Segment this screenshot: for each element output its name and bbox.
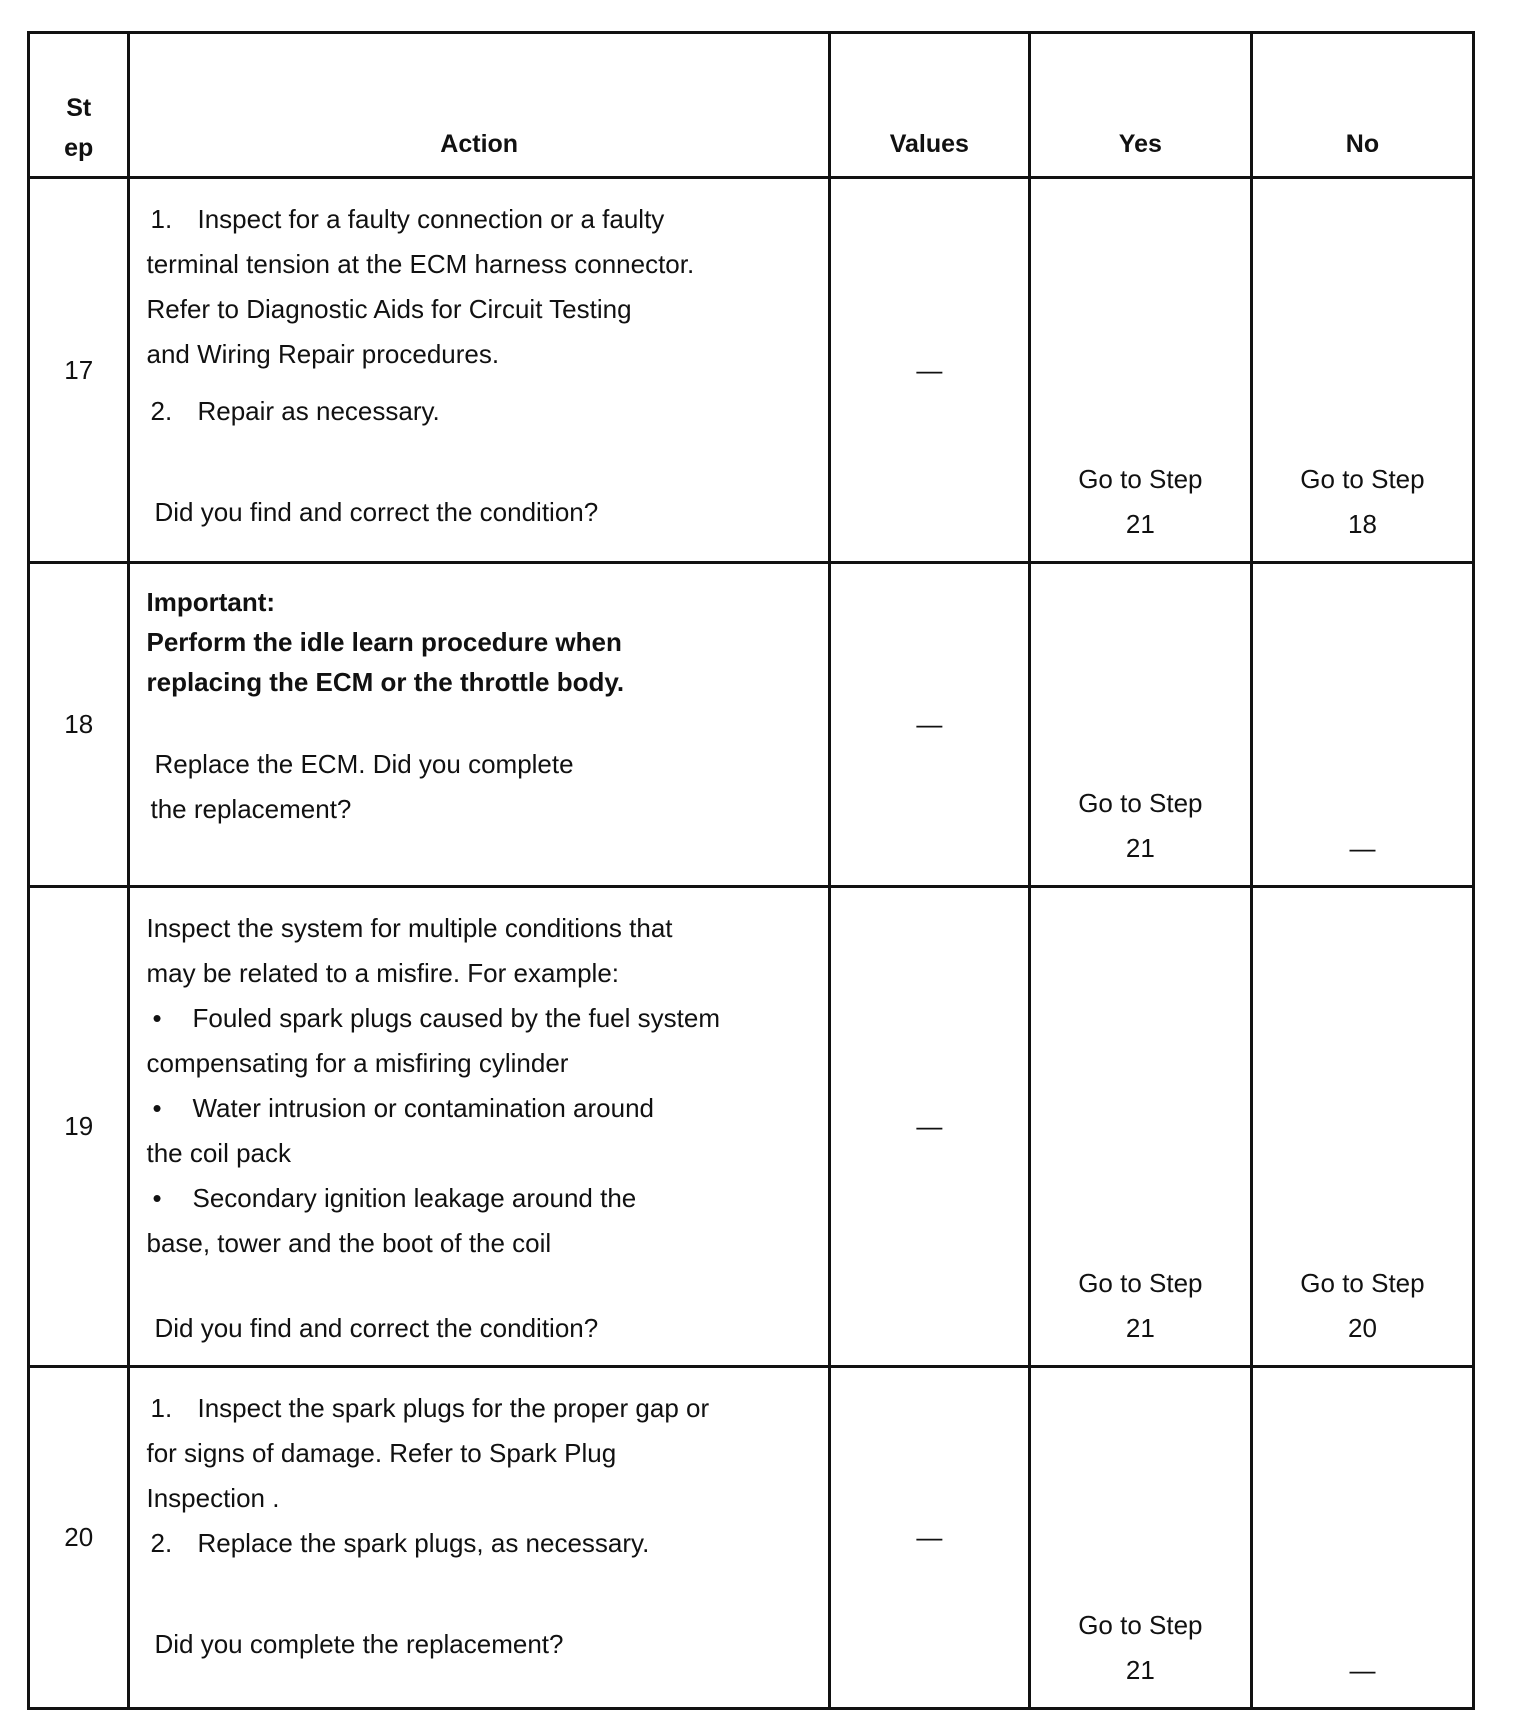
no-cell bbox=[1251, 178, 1473, 563]
list-number: 1. bbox=[150, 1393, 173, 1423]
header-yes: Yes bbox=[1029, 33, 1251, 178]
yes-goto-step: 21 bbox=[1125, 509, 1155, 539]
table-row bbox=[29, 563, 1474, 887]
action-text: for signs of damage. Refer to Spark Plug bbox=[146, 1438, 617, 1468]
yes-goto-label: Go to Step bbox=[1078, 464, 1203, 494]
yes-cell bbox=[1029, 1367, 1251, 1709]
diagnostic-table bbox=[27, 31, 1475, 1710]
action-text: Repair as necessary. bbox=[197, 396, 440, 426]
values-cell: — bbox=[829, 1367, 1029, 1709]
table-row bbox=[29, 178, 1474, 563]
no-goto-step: 18 bbox=[1347, 509, 1377, 539]
header-action: Action bbox=[129, 33, 829, 178]
action-question: Did you find and correct the condition? bbox=[154, 1313, 599, 1343]
action-question: Did you complete the replacement? bbox=[154, 1629, 564, 1659]
table-row bbox=[29, 887, 1474, 1367]
list-number: 2. bbox=[150, 396, 173, 426]
header-step-line1: St bbox=[66, 94, 92, 122]
action-text: Inspect the system for multiple conditions that bbox=[146, 913, 673, 943]
yes-cell bbox=[1029, 887, 1251, 1367]
bullet-icon: • bbox=[152, 1093, 162, 1123]
bullet-icon: • bbox=[152, 1003, 162, 1033]
action-text: terminal tension at the ECM harness connector. bbox=[146, 249, 695, 279]
step-number: 18 bbox=[29, 563, 129, 887]
yes-goto-label: Go to Step bbox=[1078, 1268, 1203, 1298]
no-goto-step: 20 bbox=[1347, 1313, 1377, 1343]
action-text: Secondary ignition leakage around the bbox=[192, 1183, 637, 1213]
table-row bbox=[29, 1367, 1474, 1709]
action-text: base, tower and the boot of the coil bbox=[146, 1228, 552, 1258]
action-question: Replace the ECM. Did you complete bbox=[154, 749, 574, 779]
action-text: Refer to Diagnostic Aids for Circuit Testing bbox=[146, 294, 632, 324]
yes-goto-step: 21 bbox=[1125, 1655, 1155, 1685]
yes-cell bbox=[1029, 178, 1251, 563]
yes-goto-label: Go to Step bbox=[1078, 1610, 1203, 1640]
action-cell bbox=[129, 887, 829, 1367]
action-cell bbox=[129, 1367, 829, 1709]
header-no: No bbox=[1251, 33, 1473, 178]
values-cell: — bbox=[829, 563, 1029, 887]
step-number: 20 bbox=[29, 1367, 129, 1709]
important-text: Perform the idle learn procedure when bbox=[146, 627, 622, 657]
action-text: Inspection . bbox=[146, 1483, 280, 1513]
yes-goto-step: 21 bbox=[1125, 1313, 1155, 1343]
values-cell: — bbox=[829, 887, 1029, 1367]
action-text: compensating for a misfiring cylinder bbox=[146, 1048, 569, 1078]
action-question: the replacement? bbox=[150, 794, 352, 824]
no-goto-label: Go to Step bbox=[1300, 1268, 1425, 1298]
action-text: Water intrusion or contamination around bbox=[192, 1093, 654, 1123]
list-number: 1. bbox=[150, 204, 173, 234]
list-number: 2. bbox=[150, 1528, 173, 1558]
no-value: — bbox=[1349, 833, 1376, 863]
action-cell bbox=[129, 178, 829, 563]
no-cell bbox=[1251, 563, 1473, 887]
action-text: Replace the spark plugs, as necessary. bbox=[197, 1528, 650, 1558]
action-text: Inspect for a faulty connection or a faulty bbox=[197, 204, 665, 234]
step-number: 19 bbox=[29, 887, 129, 1367]
no-goto-label: Go to Step bbox=[1300, 464, 1425, 494]
no-cell bbox=[1251, 1367, 1473, 1709]
no-value: — bbox=[1349, 1655, 1376, 1685]
values-cell: — bbox=[829, 178, 1029, 563]
action-text: and Wiring Repair procedures. bbox=[146, 339, 500, 369]
action-question: Did you find and correct the condition? bbox=[154, 497, 599, 527]
header-step bbox=[29, 33, 129, 178]
action-text: the coil pack bbox=[146, 1138, 292, 1168]
no-cell bbox=[1251, 887, 1473, 1367]
yes-goto-step: 21 bbox=[1125, 833, 1155, 863]
header-row bbox=[29, 33, 1474, 178]
important-text: replacing the ECM or the throttle body. bbox=[146, 667, 625, 697]
bullet-icon: • bbox=[152, 1183, 162, 1213]
yes-goto-label: Go to Step bbox=[1078, 788, 1203, 818]
important-label: Important: bbox=[146, 587, 276, 617]
step-number: 17 bbox=[29, 178, 129, 563]
action-text: Inspect the spark plugs for the proper gap or bbox=[197, 1393, 710, 1423]
action-text: may be related to a misfire. For example: bbox=[146, 958, 620, 988]
yes-cell bbox=[1029, 563, 1251, 887]
action-text: Fouled spark plugs caused by the fuel system bbox=[192, 1003, 720, 1033]
action-cell bbox=[129, 563, 829, 887]
header-step-line2: ep bbox=[64, 134, 94, 162]
header-values: Values bbox=[829, 33, 1029, 178]
